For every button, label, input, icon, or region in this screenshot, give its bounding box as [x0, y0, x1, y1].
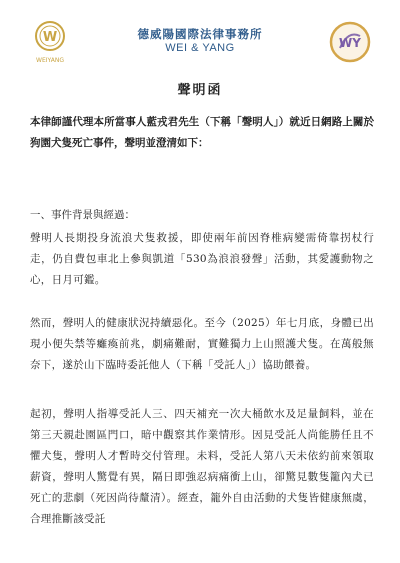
firm-name-en: WEI & YANG — [165, 42, 235, 54]
body-paragraph-3: 起初，聲明人指導受託人三、四天補充一次大桶飲水及足量飼料，並在第三天親赴園區門口，暗中觀察其作業情形。因見受託人尚能勝任且不懼犬隻，聲明人才暫時交付管理。未料，受託人第八天未依約前來領取薪資，聲明人驚覺有異，隔日即強忍病痛衝上山，卻驚見數隻籠內犬已死亡的悲劇（死因尚待釐清）。經查，籠外自由活動的犬隻皆健康無虞，合理推斷該受託 — [30, 408, 374, 525]
body-paragraph-1: 聲明人長期投身流浪犬隻救援，即使兩年前因脊椎病變需倚靠拐杖行走，仍自費包車北上參與凱道「530為浪浪發聲」活動，其愛護動物之心，日月可鑑。 — [30, 232, 374, 286]
letterhead — [0, 0, 400, 70]
firm-logo-right — [328, 20, 372, 64]
body-paragraph-2: 然而，聲明人的健康狀況持續惡化。至今（2025）年七月底，身體已出現小便失禁等癱瘓前兆，劇痛難耐，實難獨力上山照護犬隻。在萬般無奈下，遂於山下臨時委託他人（下稱「受託人」）協助餵養。 — [30, 317, 374, 371]
monogram-text: WY — [339, 36, 361, 50]
firm-name-cn: 德威陽國際法律事務所 — [137, 27, 263, 41]
document-title: 聲明函 — [177, 83, 223, 98]
logo-letter: W — [42, 30, 58, 45]
intro-paragraph: 本律師謹代理本所當事人藍戎君先生（下稱「聲明人」）就近日網路上關於狗園犬隻死亡事件，聲明並澄清如下： — [30, 116, 374, 149]
logo-caption: WEIYANG — [36, 57, 64, 64]
section-heading: 一、事件背景與經過： — [30, 209, 135, 221]
monogram-icon — [328, 20, 372, 64]
